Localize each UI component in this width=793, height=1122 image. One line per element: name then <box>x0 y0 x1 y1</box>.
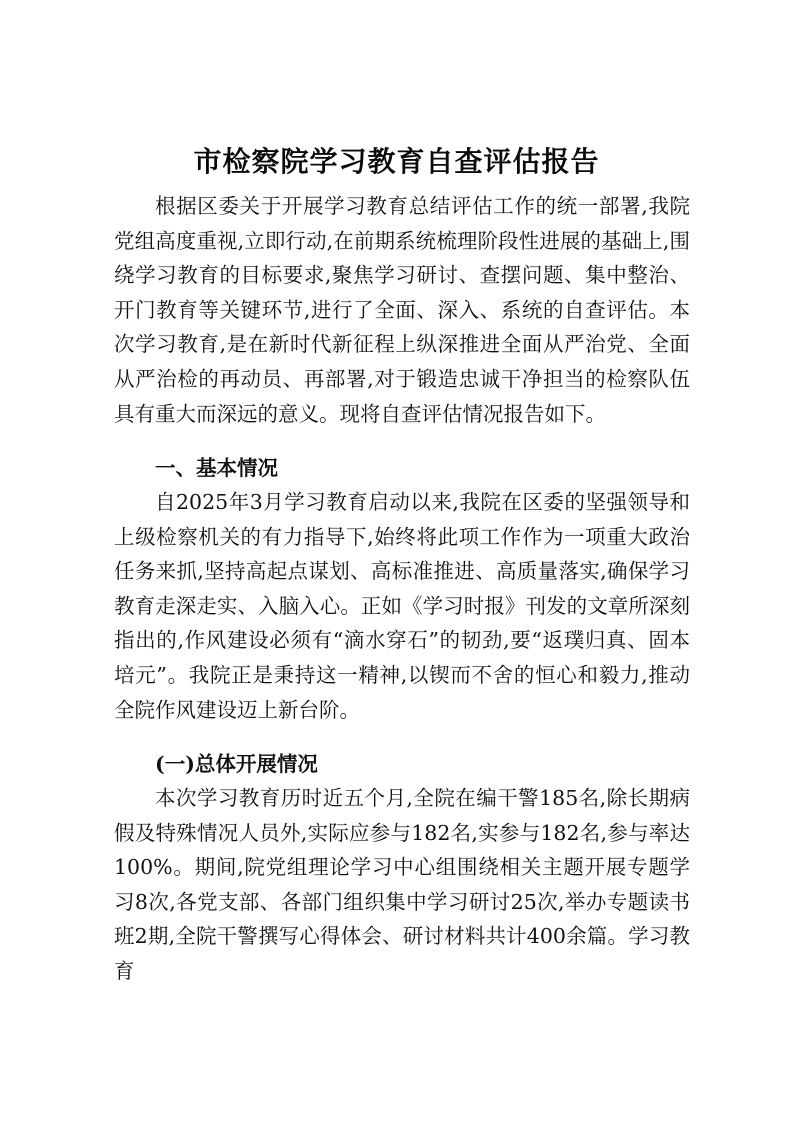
subsection-heading-overall: (一)总体开展情况 <box>155 752 318 776</box>
section-heading-basic-situation: 一、基本情况 <box>155 456 278 480</box>
document-title: 市检察院学习教育自查评估报告 <box>193 145 600 178</box>
overall-paragraph: 本次学习教育历时近五个月,全院在编干警185名,除长期病假及特殊情况人员外,实际应参与182名,实参与182名,参与率达100%。期间,院党组理论学习中心组围绕相关主题开展专题学习8次,各党支部、各部门组织集中学习研讨25次,举办专题读书班2期,全院干警撰写心得体会、研讨材料共计400余篇。学习教育 <box>114 786 690 983</box>
basic-situation-paragraph: 自2025年3月学习教育启动以来,我院在区委的坚强领导和上级检察机关的有力指导下,始终将此项工作作为一项重大政治任务来抓,坚持高起点谋划、高标准推进、高质量落实,确保学习教育走深走实、入脑入心。正如《学习时报》刊发的文章所深刻指出的,作风建设必须有“滴水穿石”的韧劲,要“返璞归真、固本培元”。我院正是秉持这一精神,以锲而不舍的恒心和毅力,推动全院作风建设迈上新台阶。 <box>114 490 690 722</box>
intro-paragraph: 根据区委关于开展学习教育总结评估工作的统一部署,我院党组高度重视,立即行动,在前期系统梳理阶段性进展的基础上,围绕学习教育的目标要求,聚焦学习研讨、查摆问题、集中整治、开门教育等关键环节,进行了全面、深入、系统的自查评估。本次学习教育,是在新时代新征程上纵深推进全面从严治党、全面从严治检的再动员、再部署,对于锻造忠诚干净担当的检察队伍具有重大而深远的意义。现将自查评估情况报告如下。 <box>114 194 690 426</box>
